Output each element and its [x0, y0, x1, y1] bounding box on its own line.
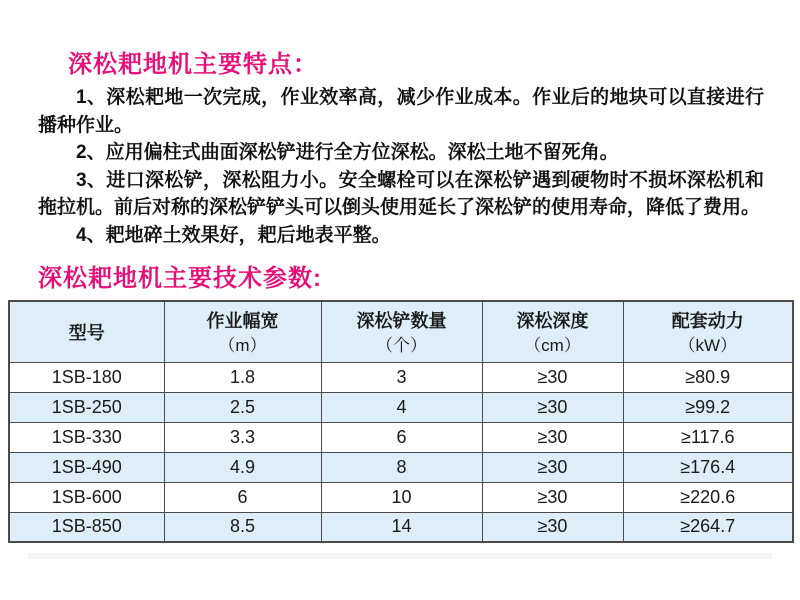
cell-model: 1SB-850: [9, 512, 164, 542]
header-label: 配套动力: [671, 310, 744, 331]
cell-model: 1SB-250: [9, 392, 164, 422]
header-label: 深松铲数量: [356, 310, 447, 331]
cell-model: 1SB-330: [9, 422, 164, 452]
cell-depth: ≥30: [482, 422, 623, 452]
cell-count: 8: [321, 452, 482, 482]
specs-heading: 深松耙地机主要技术参数:: [38, 265, 322, 292]
cell-width: 6: [164, 482, 321, 512]
cell-width: 3.3: [164, 422, 321, 452]
cell-power: ≥176.4: [623, 452, 793, 482]
cell-depth: ≥30: [482, 392, 623, 422]
feature-point-1: 1、深松耙地一次完成，作业效率高，减少作业成本。作业后的地块可以直接进行播种作业。: [38, 87, 764, 136]
cell-depth: ≥30: [482, 362, 623, 392]
table-row: [9, 482, 793, 512]
scan-artifact-band: [28, 553, 772, 559]
cell-count: 10: [321, 482, 482, 512]
cell-count: 4: [321, 392, 482, 422]
header-cell-model: [9, 301, 164, 362]
header-cell-power: [623, 301, 793, 362]
header-unit: （个）: [376, 335, 427, 355]
cell-model: 1SB-490: [9, 452, 164, 482]
cell-model: 1SB-180: [9, 362, 164, 392]
header-unit: （cm）: [524, 335, 581, 355]
cell-width: 1.8: [164, 362, 321, 392]
specs-table-header: [9, 301, 793, 362]
cell-count: 3: [321, 362, 482, 392]
header-label: 型号: [68, 322, 105, 343]
cell-power: ≥264.7: [623, 512, 793, 542]
feature-point-4: 4、耙地碎土效果好，耙后地表平整。: [76, 224, 391, 246]
feature-point-3: 3、进口深松铲，深松阻力小。安全螺栓可以在深松铲遇到硬物时不损坏深松机和拖拉机。前后对称的深松铲铲头可以倒头使用延长了深松铲的使用寿命，降低了费用。: [38, 169, 764, 218]
cell-width: 8.5: [164, 512, 321, 542]
cell-power: ≥117.6: [623, 422, 793, 452]
cell-depth: ≥30: [482, 452, 623, 482]
header-cell-depth: [482, 301, 623, 362]
features-list: [38, 84, 764, 249]
header-label: 深松深度: [516, 310, 589, 331]
cell-width: 2.5: [164, 392, 321, 422]
table-row: [9, 452, 793, 482]
specs-table-body: [9, 362, 793, 542]
header-cell-width: [164, 301, 321, 362]
cell-power: ≥99.2: [623, 392, 793, 422]
cell-power: ≥80.9: [623, 362, 793, 392]
cell-power: ≥220.6: [623, 482, 793, 512]
header-cell-count: [321, 301, 482, 362]
cell-count: 6: [321, 422, 482, 452]
table-row: [9, 362, 793, 392]
cell-count: 14: [321, 512, 482, 542]
cell-depth: ≥30: [482, 482, 623, 512]
header-row: [9, 301, 793, 362]
table-row: [9, 422, 793, 452]
feature-point-2: 2、应用偏柱式曲面深松铲进行全方位深松。深松土地不留死角。: [76, 142, 619, 163]
specs-table: [8, 300, 794, 543]
features-heading: 深松耙地机主要特点：: [68, 51, 318, 78]
cell-depth: ≥30: [482, 512, 623, 542]
cell-model: 1SB-600: [9, 482, 164, 512]
header-unit: （kW）: [678, 335, 738, 355]
header-label: 作业幅宽: [206, 310, 279, 331]
header-unit: （m）: [218, 335, 267, 355]
cell-width: 4.9: [164, 452, 321, 482]
table-row: [9, 512, 793, 542]
table-row: [9, 392, 793, 422]
